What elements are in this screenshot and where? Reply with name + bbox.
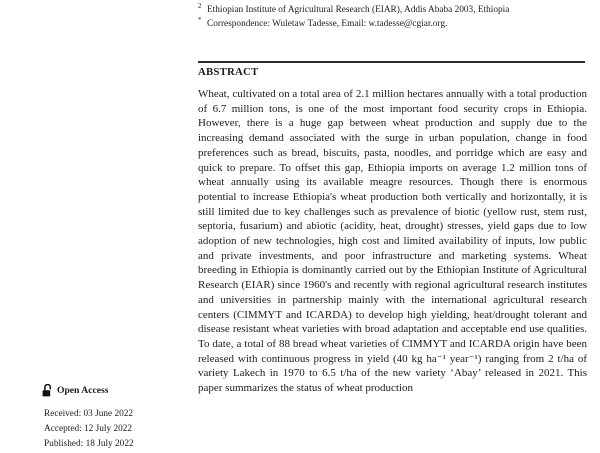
article-dates [44, 407, 134, 453]
abstract-paragraph: Wheat, cultivated on a total area of 2.1 million hectares annually with a total production of 6.7 million tons, is one of the most important food security crops in Ethiopia. However, there is a huge gap between wheat production and supply due to the increasing demand associated with the surge in urban population, change in food preferences such as bread, biscuits, pasta, noodles, and porridge which are easy and quick to prepare. To offset this gap, Ethiopia imports on average 1.2 million tons of wheat annually using its available meagre resources. Though there is enormous potential to increase Ethiopia's wheat production both vertically and horizontally, it is still limited due to key challenges such as prevalence of biotic (yellow rust, stem rust, septoria, fusarium) and abiotic (acidity, heat, drought) stresses, yield gaps due to low adoption of new technologies, high cost and limited availability of inputs, low public and private investments, and poor infrastructure and marketing systems. Wheat breeding in Ethiopia is dominantly carried out by the Ethiopian Institute of Agricultural Research (EIAR) since 1960's and recently with regional agricultural research institutes and universities in partnership mainly with the international agricultural research centers (CIMMYT and ICARDA) to develop high yielding, heat/drought tolerant and disease resistant wheat varieties with broad adaptation and acceptable end use qualities. To date, a total of 88 bread wheat varieties of CIMMYT and ICARDA origin have been released with continuous progress in yield (40 kg ha⁻¹ year⁻¹) ranging from 2 t/ha of variety Lakech in 1970 to 6.5 t/ha of the new variety ‘Abay’ released in 2021. This paper summarizes the status of wheat production [198, 88, 587, 395]
open-access-label: Open Access [57, 385, 109, 396]
correspondence-text: Correspondence: Wuletaw Tadesse, Email: w.tadesse@cgiar.org. [207, 18, 448, 29]
affiliation-entry: 2 Ethiopian Institute of Agricultural Research (EIAR), Addis Ababa 2003, Ethiopia [198, 1, 510, 15]
published-date: Published: 18 July 2022 [44, 439, 134, 450]
open-access-badge [42, 384, 108, 397]
accepted-date: Accepted: 12 July 2022 [44, 424, 133, 435]
affiliation-text: Ethiopian Institute of Agricultural Research (EIAR), Addis Ababa 2003, Ethiopia [207, 4, 510, 15]
open-lock-icon [42, 384, 53, 397]
correspondence-entry: * Correspondence: Wuletaw Tadesse, Email: w.tadesse@cgiar.org. [198, 15, 448, 29]
received-date: Received: 03 June 2022 [44, 409, 134, 419]
affiliations-block [198, 0, 588, 32]
section-divider-rule [198, 61, 585, 63]
abstract-heading: ABSTRACT [198, 66, 259, 78]
affiliation-text [207, 0, 572, 1]
